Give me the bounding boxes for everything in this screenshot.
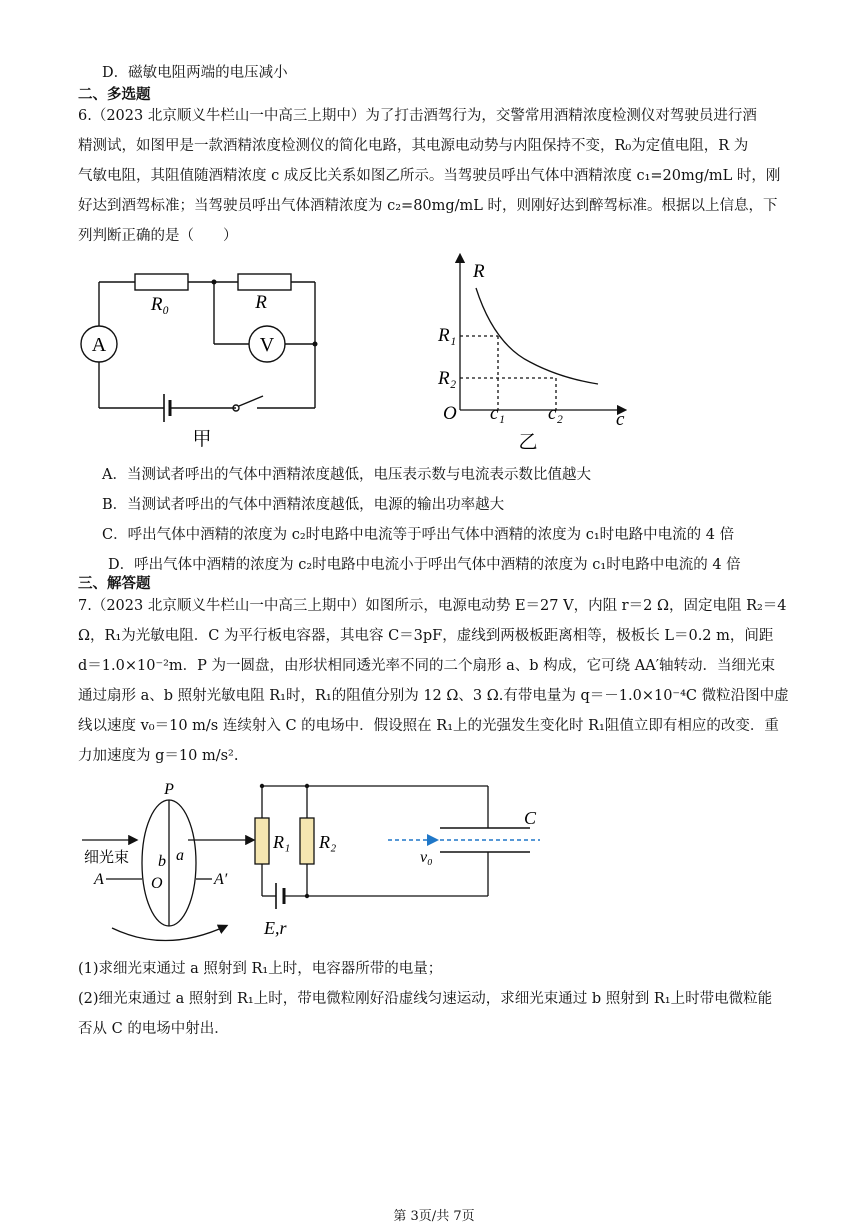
axis-label-a-prime: A′ bbox=[214, 871, 228, 888]
sector-label-b: b bbox=[158, 853, 166, 870]
voltmeter-label: V bbox=[259, 334, 275, 356]
sub-question-2: 否从 C 的电场中射出． bbox=[78, 1021, 229, 1037]
c2-tick-label: c₂ bbox=[548, 403, 564, 424]
source-label: E,r bbox=[264, 918, 287, 938]
option-d-previous: D．磁敏电阻两端的电压减小 bbox=[102, 65, 288, 81]
question-7-text: d＝1.0×10⁻²m．P 为一圆盘，由形状相同透光率不同的二个扇形 a、b 构成，它可绕 AA′轴转动．当细光束 bbox=[78, 658, 776, 674]
axis-label-a: A bbox=[94, 871, 104, 888]
question-7-text: 线以速度 v₀＝10 m/s 连续射入 C 的电场中．假设照在 R₁上的光强发生变化时 R₁阻值立即有相应的改变．重 bbox=[78, 718, 779, 734]
page-footer: 第 3页/共 7页 bbox=[393, 1209, 475, 1224]
question-7-text: 力加速度为 g＝10 m/s². bbox=[78, 748, 239, 764]
option-c: C．呼出气体中酒精的浓度为 c₂时电路中电流等于呼出气体中酒精的浓度为 c₁时电路中电流的 4 倍 bbox=[102, 527, 735, 543]
graph-yi bbox=[432, 250, 642, 460]
question-7-text: 7.（2023 北京顺义牛栏山一中高三上期中）如图所示，电源电动势 E＝27 V，内阻 r＝2 Ω，固定电阻 R₂＝4 bbox=[78, 598, 787, 614]
x-axis-label: c bbox=[616, 409, 625, 430]
sector-label-a: a bbox=[176, 847, 184, 864]
capacitor-label: C bbox=[524, 808, 537, 828]
resistor-r-label: R bbox=[255, 292, 267, 313]
r1-tick-label: R₁ bbox=[438, 325, 457, 346]
disk-center-label-o: O bbox=[151, 875, 163, 892]
question-7-text: 通过扇形 a、b 照射光敏电阻 R₁时，R₁的阻值分别为 12 Ω、3 Ω.有带电量为 q＝－1.0×10⁻⁴C 微粒沿图中虚 bbox=[78, 688, 789, 704]
option-a: A．当测试者呼出的气体中酒精浓度越低，电压表示数与电流表示数比值越大 bbox=[102, 467, 591, 483]
resistor-r1-label: R₁ bbox=[273, 832, 291, 852]
beam-label: 细光束 bbox=[84, 848, 130, 866]
resistor-r0-label: R₀ bbox=[150, 294, 170, 315]
r2-tick-label: R₂ bbox=[438, 368, 457, 389]
option-d: D．呼出气体中酒精的浓度为 c₂时电路中电流小于呼出气体中酒精的浓度为 c₁时电路中电流的 4 倍 bbox=[108, 557, 741, 573]
section-heading-multiple-choice: 二、多选题 bbox=[78, 86, 151, 103]
circuit-diagram-jia bbox=[80, 262, 330, 452]
origin-label: O bbox=[443, 403, 457, 424]
question-6-text: 气敏电阻，其阻值随酒精浓度 c 成反比关系如图乙所示。当驾驶员呼出气体中酒精浓度 c₁=20mg/mL 时，刚 bbox=[78, 168, 781, 184]
figure-caption-jia: 甲 bbox=[192, 429, 212, 450]
disk-label-p: P bbox=[164, 781, 174, 798]
sub-question-1: (1)求细光束通过 a 照射到 R₁上时，电容器所带的电量； bbox=[78, 961, 443, 977]
sub-question-2: (2)细光束通过 a 照射到 R₁上时，带电微粒刚好沿虚线匀速运动，求细光束通过 b 照射到 R₁上时带电微粒能 bbox=[78, 991, 773, 1007]
question-7-text: Ω，R₁为光敏电阻．C 为平行板电容器，其电容 C＝3pF，虚线到两极板距离相等，极板长 L＝0.2 m，间距 bbox=[78, 628, 774, 644]
resistor-r2-label: R₂ bbox=[319, 832, 337, 852]
y-axis-label: R bbox=[473, 261, 485, 282]
question-6-text: 6.（2023 北京顺义牛栏山一中高三上期中）为了打击酒驾行为，交警常用酒精浓度检测仪对驾驶员进行酒 bbox=[78, 108, 757, 124]
question-6-text: 列判断正确的是（ ） bbox=[78, 228, 238, 244]
circuit-diagram-q7 bbox=[78, 778, 548, 958]
c1-tick-label: c₁ bbox=[490, 403, 506, 424]
ammeter-label: A bbox=[91, 334, 107, 356]
question-6-text: 好达到酒驾标准；当驾驶员呼出气体酒精浓度为 c₂=80mg/mL 时，则刚好达到醉驾标准。根据以上信息，下 bbox=[78, 198, 778, 214]
velocity-label: v₀ bbox=[420, 849, 433, 866]
section-heading-solutions: 三、解答题 bbox=[78, 575, 151, 592]
question-6-text: 精测试，如图甲是一款酒精浓度检测仪的简化电路，其电源电动势与内阻保持不变，R₀为定值电阻，R 为 bbox=[78, 138, 749, 154]
figure-caption-yi: 乙 bbox=[518, 432, 538, 453]
option-b: B．当测试者呼出的气体中酒精浓度越低，电源的输出功率越大 bbox=[102, 497, 505, 513]
